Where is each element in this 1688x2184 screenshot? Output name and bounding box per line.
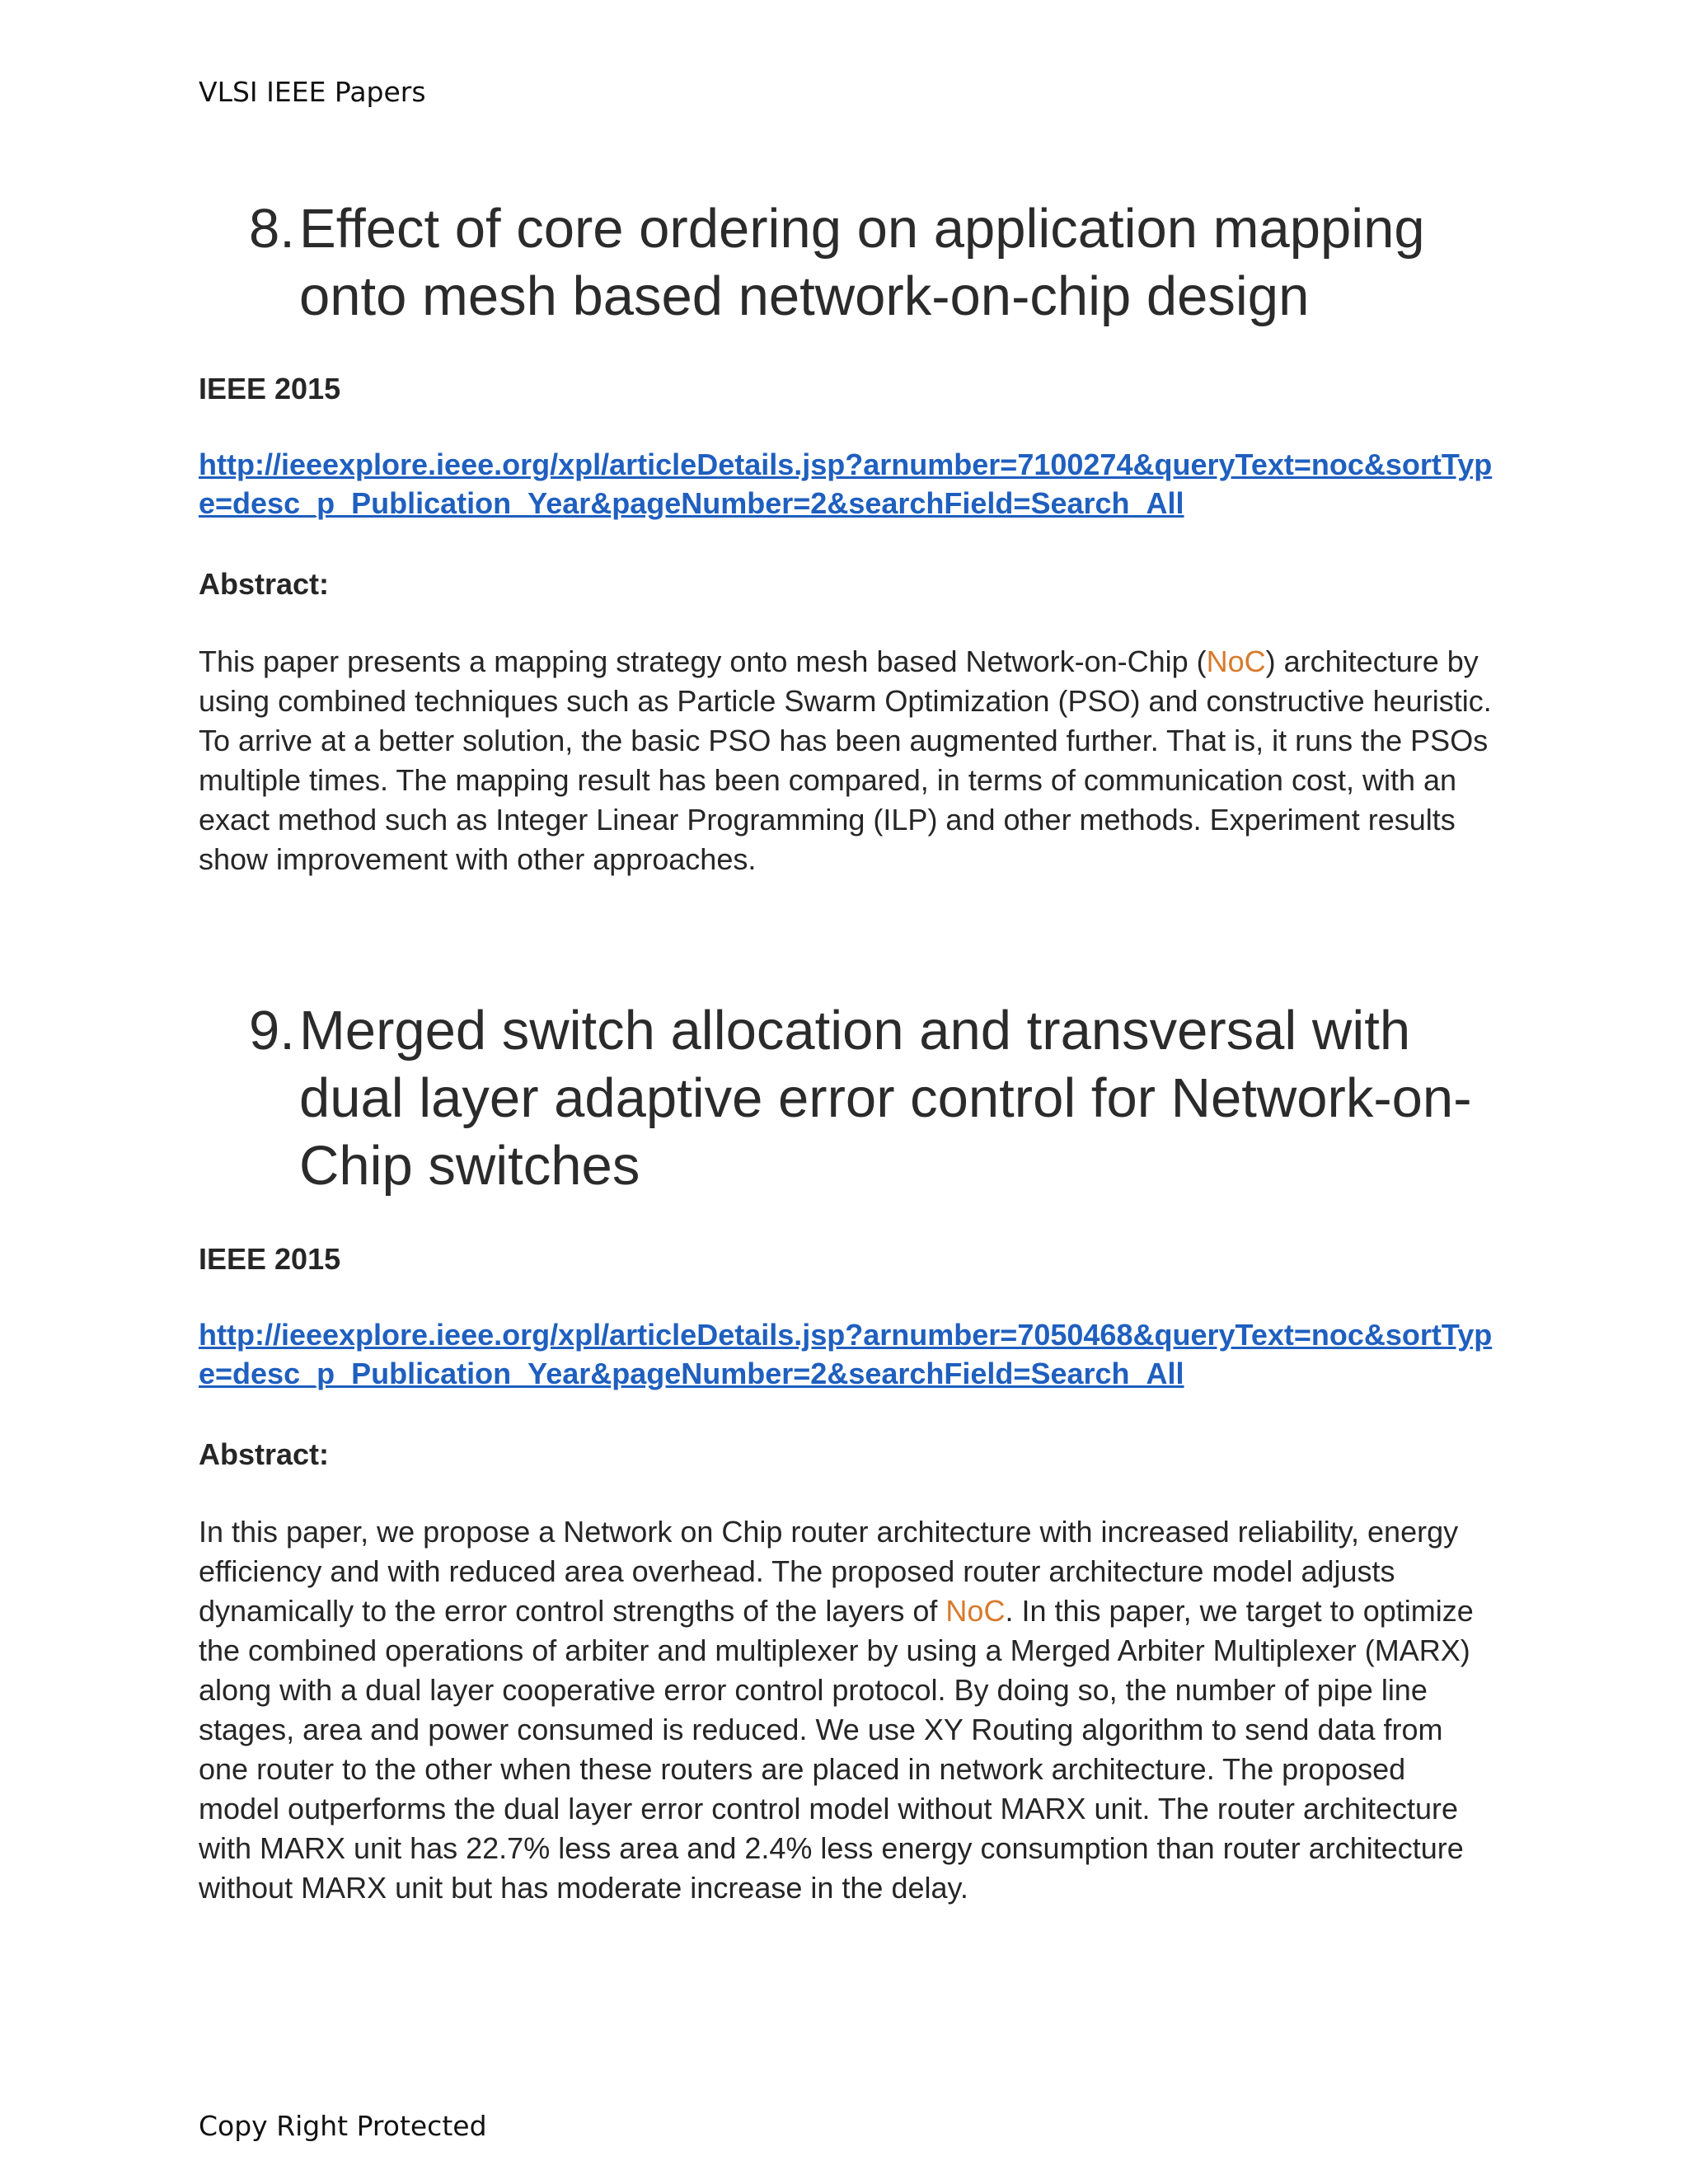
abstract-label: Abstract: xyxy=(199,567,330,601)
abstract-text-part: . In this paper, we target to optimize the combined operations of arbiter and multiplexer by using a Merged Arbiter Multiplexer (MARX) along with a dual layer cooperative error control protocol. By doing so, the number of pipe line stages, area and power consumed is reduced. We use XY Routing algorithm to send data from one router to the other when these routers are placed in network architecture. The proposed model outperforms the dual layer error control model without MARX unit. The router architecture with MARX unit has 22.7% less area and 2.4% less energy consumption than router architecture without MARX unit but has moderate increase in the delay. xyxy=(199,1594,1474,1905)
page-footer: Copy Right Protected xyxy=(199,2110,487,2142)
article-title xyxy=(249,997,1493,1200)
article-number: 8. xyxy=(249,198,295,260)
publication-year: IEEE 2015 xyxy=(199,372,341,405)
article-8 xyxy=(199,195,1493,876)
article-title-text: Merged switch allocation and transversal with dual layer adaptive error control for Network-on-Chip switches xyxy=(299,1000,1472,1197)
article-title-text: Effect of core ordering on application mapping onto mesh based network-on-chip design xyxy=(299,198,1425,327)
abstract-text-part: ) architecture by using combined techniques such as Particle Swarm Optimization (PSO) and constructive heuristic. To arrive at a better solution, the basic PSO has been augmented further. That is, it runs the PSOs multiple times. The mapping result has been compared, in terms of communication cost, with an exact method such as Integer Linear Programming (ILP) and other methods. Experiment results show improvement with other approaches. xyxy=(199,644,1492,876)
article-9 xyxy=(199,997,1493,1905)
abstract-text-part: In this paper, we propose a Network on Chip router architecture with increased reliability, energy efficiency and with reduced area overhead. The proposed router architecture model adjusts dynamically to the error control strengths of the layers of xyxy=(199,1515,1459,1628)
abstract-label: Abstract: xyxy=(199,1437,330,1471)
article-link[interactable]: http://ieeexplore.ieee.org/xpl/articleDetails.jsp?arnumber=7050468&queryText=noc&sortType=desc_p_Publication_Year&pageNumber=2&searchField=Search_All xyxy=(199,1318,1493,1390)
article-link[interactable]: http://ieeexplore.ieee.org/xpl/articleDetails.jsp?arnumber=7100274&queryText=noc&sortType=desc_p_Publication_Year&pageNumber=2&searchField=Search_All xyxy=(199,448,1493,520)
article-title xyxy=(249,195,1493,330)
noc-highlight: NoC xyxy=(1206,644,1266,678)
abstract-text xyxy=(199,642,1493,879)
abstract-text xyxy=(199,1512,1493,1908)
noc-highlight: NoC xyxy=(945,1594,1006,1628)
page-header: VLSI IEEE Papers xyxy=(199,76,426,108)
article-number: 9. xyxy=(249,1000,295,1062)
publication-year: IEEE 2015 xyxy=(199,1242,341,1276)
abstract-text-part: This paper presents a mapping strategy onto mesh based Network-on-Chip ( xyxy=(199,644,1207,678)
